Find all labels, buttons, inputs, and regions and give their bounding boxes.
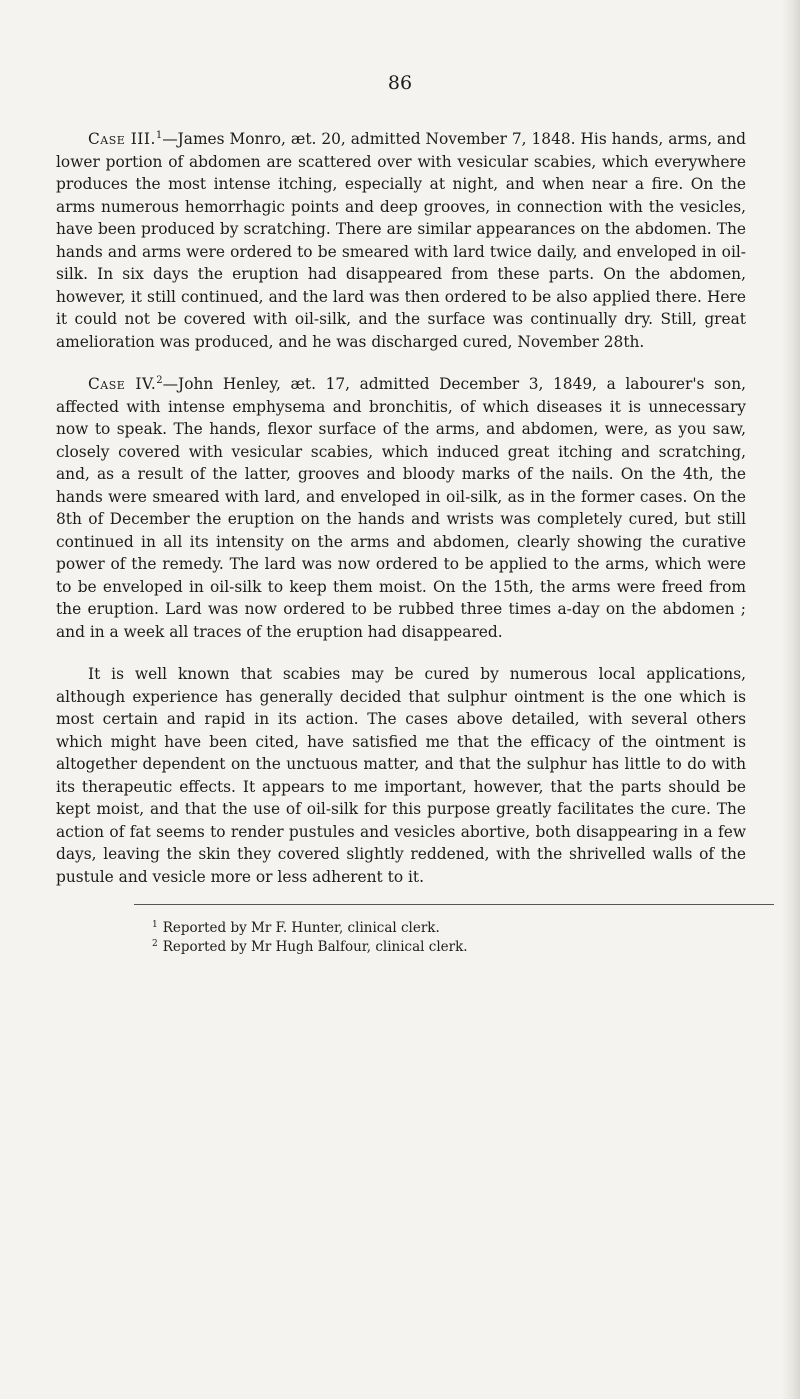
page-edge-shadow xyxy=(782,0,800,1399)
footnote-divider xyxy=(134,904,774,905)
footnote xyxy=(152,938,746,957)
footnote-ref[interactable]: 1 xyxy=(155,129,163,141)
footnote-ref[interactable]: 2 xyxy=(156,374,163,386)
footnote-mark: 1 xyxy=(152,919,158,930)
case-iii-paragraph xyxy=(56,128,746,353)
footnote-text: Reported by Mr F. Hunter, clinical clerk. xyxy=(162,920,440,936)
case-label: Case IV. xyxy=(88,375,157,393)
paragraph-text: —John Henley, æt. 17, admitted December 3, 1849, a labourer's son, affected with intense emphysema and bronchitis, of which diseases it is unnecessary now to speak. The hands, flexor surface of the arms, and abdomen, were, as you saw, closely covered with vesicular scabies, which induced great itching and scratching, and, as a result of the latter, grooves and bloody marks of the nails. On the 4th, the hands were smeared with lard, and enveloped in oil-silk, as in the former cases. On the 8th of December the eruption on the hands and wrists was completely cured, but still continued in all its intensity on the arms and abdomen, clearly showing the curative power of the remedy. The lard was now ordered to be applied to the arms, which were to be enveloped in oil-silk to keep them moist. On the 15th, the arms were freed from the eruption. Lard was now ordered to be rubbed three times a-day on the abdomen ; and in a week all traces of the eruption had disappeared. xyxy=(56,375,746,641)
case-label: Case III. xyxy=(88,130,156,148)
paragraph-text: It is well known that scabies may be cured by numerous local applications, although experience has generally decided that sulphur ointment is the one which is most certain and rapid in its action. The cases above detailed, with several others which might have been cited, have satisfied me that the efficacy of the ointment is altogether dependent on the unctuous matter, and that the sulphur has little to do with its therapeutic effects. It appears to me important, however, that the parts should be kept moist, and that the use of oil-silk for this purpose greatly facilitates the cure. The action of fat seems to render pustules and vesicles abortive, both disappearing in a few days, leaving the skin they covered slightly reddened, with the shrivelled walls of the pustule and vesicle more or less adherent to it. xyxy=(56,665,746,886)
footnote xyxy=(152,919,746,938)
page-body xyxy=(56,128,746,957)
paragraph-text: —James Monro, æt. 20, admitted November 7, 1848. His hands, arms, and lower portion of abdomen are scattered over with vesicular scabies, which everywhere produces the most intense itching, especially at night, and when near a fire. On the arms numerous hemorrhagic points and deep grooves, in connection with the vesicles, have been produced by scratching. There are similar appearances on the abdomen. The hands and arms were ordered to be smeared with lard twice daily, and enveloped in oil-silk. In six days the eruption had disappeared from these parts. On the abdomen, however, it still continued, and the lard was then ordered to be also applied there. Here it could not be covered with oil-silk, and the surface was continually dry. Still, great amelioration was produced, and he was discharged cured, November 28th. xyxy=(56,130,746,351)
page-number: 86 xyxy=(387,72,413,94)
footnote-text: Reported by Mr Hugh Balfour, clinical clerk. xyxy=(162,939,468,955)
discussion-paragraph xyxy=(56,663,746,888)
footnotes xyxy=(152,919,746,957)
footnote-mark: 2 xyxy=(152,938,158,949)
case-iv-paragraph xyxy=(56,373,746,643)
